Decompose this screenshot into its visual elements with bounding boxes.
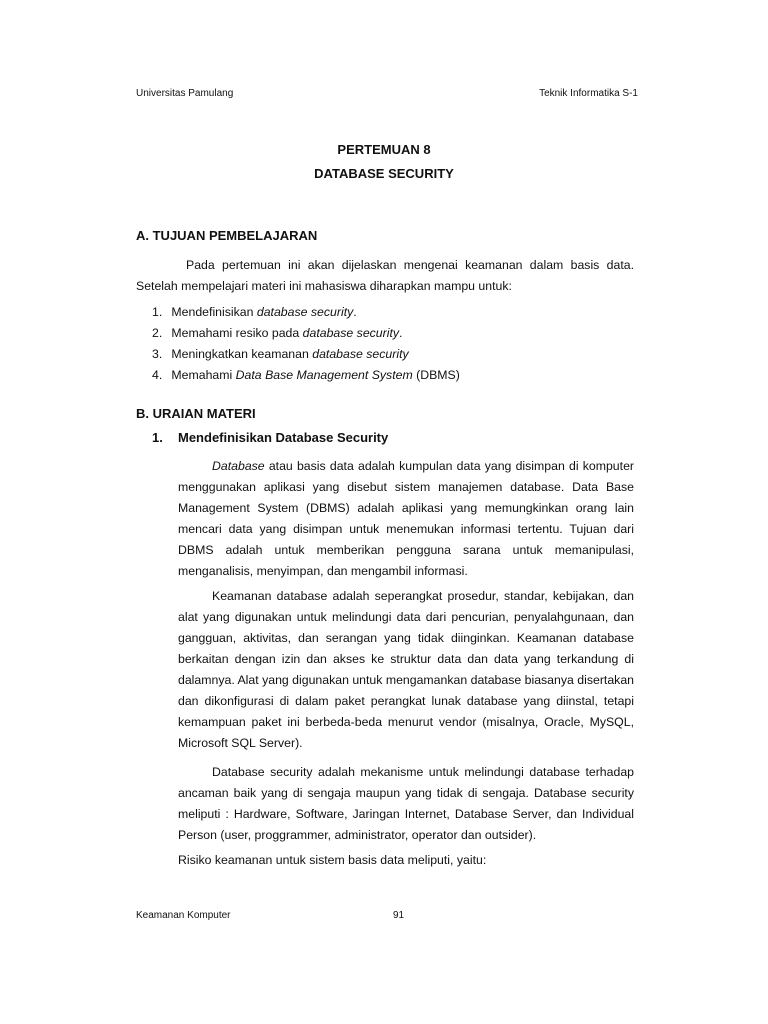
list-item: 2. Memahami resiko pada database security. [152, 326, 403, 340]
page-number: 91 [393, 910, 405, 921]
paragraph-risks-intro: Risiko keamanan untuk sistem basis data meliputi, yaitu: [178, 853, 487, 867]
list-item: 1. Mendefinisikan database security. [152, 305, 357, 319]
objectives-list [152, 302, 460, 386]
list-item: 3. Meningkatkan keamanan database security [152, 347, 409, 361]
list-item: 4. Memahami Data Base Management System (DBMS) [152, 368, 460, 382]
paragraph-database-security-tools: Keamanan database adalah seperangkat prosedur, standar, kebijakan, dan alat yang digunakan untuk melindungi data dari pencurian, penyalahgunaan, dan gangguan, aktivitas, dan serangan yang tidak diinginkan. Keamanan database berkaitan dengan izin dan akses ke struktur data dan data yang terkandung di dalamnya. Alat yang digunakan untuk mengamankan database biasanya disertakan dan dikonfigurasi di dalam paket perangkat lunak database yang diinstal, tetapi kemampuan paket ini berbeda-beda menurut vendor (misalnya, Oracle, MySQL, Microsoft SQL Server). [178, 589, 634, 750]
header-university: Universitas Pamulang [136, 88, 234, 99]
chapter-title: DATABASE SECURITY [314, 166, 454, 181]
section-a-intro: Pada pertemuan ini akan dijelaskan mengenai keamanan dalam basis data. Setelah mempelajari materi ini mahasiswa diharapkan mampu untuk: [136, 258, 634, 293]
paragraph-database-security-mechanism: Database security adalah mekanisme untuk melindungi database terhadap ancaman baik yang di sengaja maupun yang tidak di sengaja. Database security meliputi : Hardware, Software, Jaringan Internet, Database Server, dan Individual Person (user, proggrammer, administrator, operator dan outsider). [178, 765, 634, 842]
section-a-heading: A. TUJUAN PEMBELAJARAN [136, 228, 318, 243]
header-program: Teknik Informatika S-1 [539, 88, 638, 99]
footer-course: Keamanan Komputer [136, 910, 231, 921]
subsection-heading: 1. Mendefinisikan Database Security [152, 430, 389, 445]
section-b-heading: B. URAIAN MATERI [136, 406, 256, 421]
meeting-title: PERTEMUAN 8 [337, 142, 431, 157]
paragraph-database-definition: Database atau basis data adalah kumpulan data yang disimpan di komputer menggunakan aplikasi yang disebut sistem manajemen database. Data Base Management System (DBMS) adalah aplikasi yang memungkinkan orang lain mencari data yang disimpan untuk menemukan informasi tertentu. Tujuan dari DBMS adalah untuk memberikan pengguna sarana untuk memanipulasi, menganalisis, menyimpan, dan mengambil informasi. [178, 459, 634, 578]
